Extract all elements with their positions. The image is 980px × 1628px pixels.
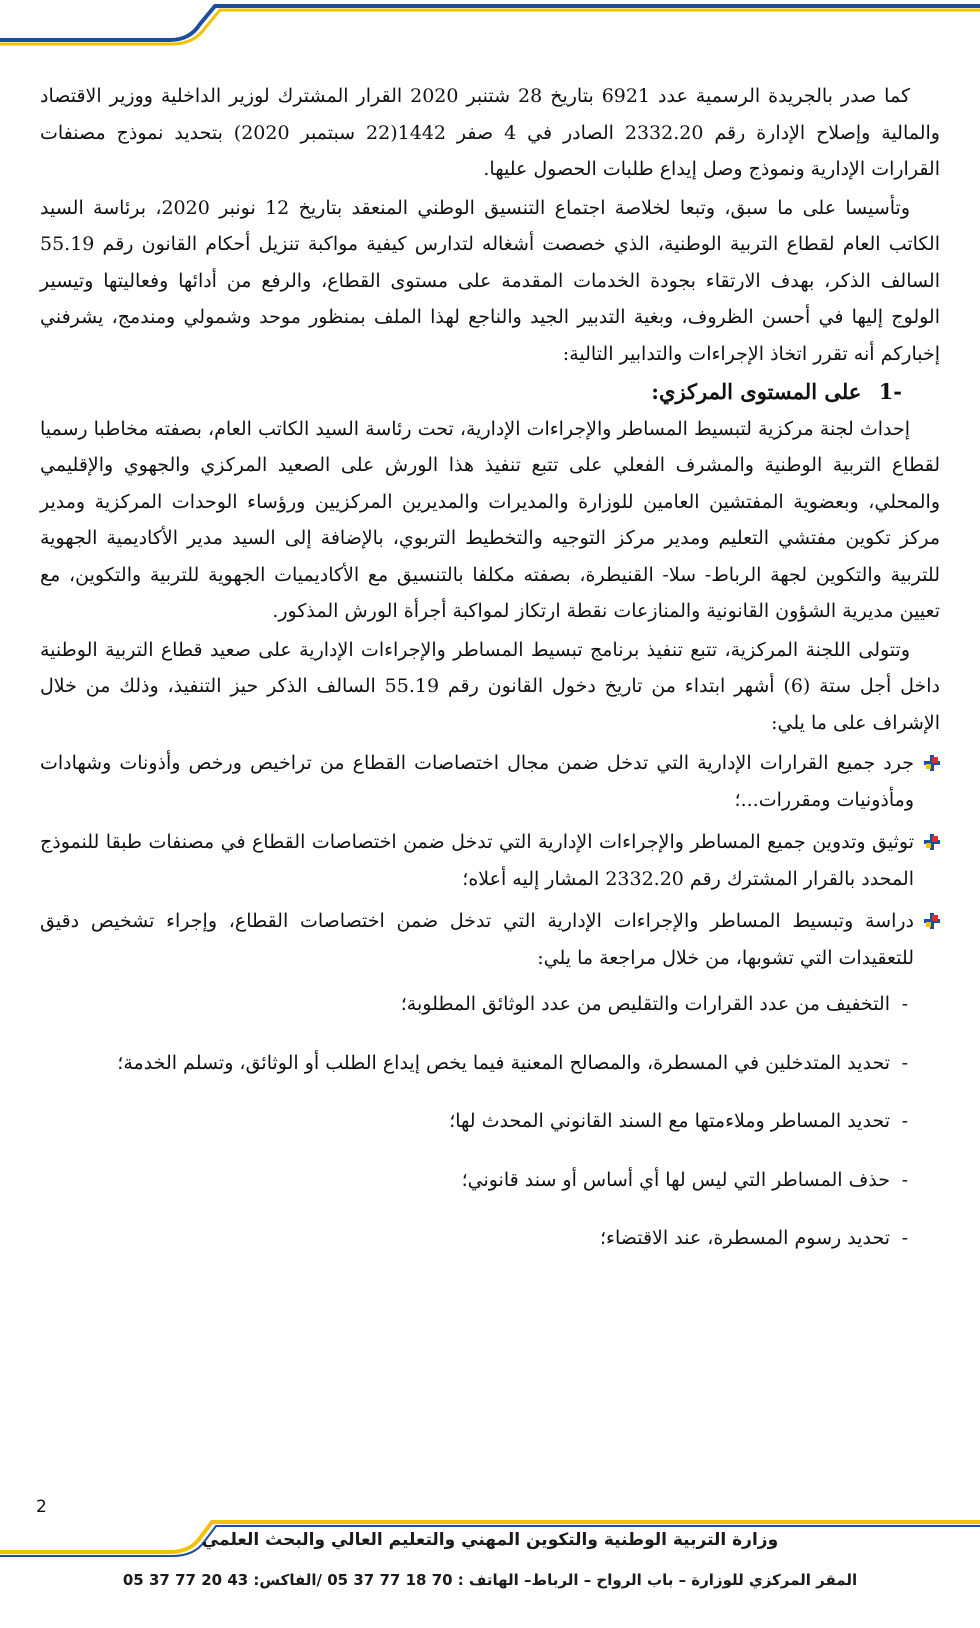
dash-item: - التخفيف من عدد القرارات والتقليص من عدد الوثائق المطلوبة؛ bbox=[40, 986, 908, 1023]
section-heading bbox=[40, 374, 940, 411]
section-title: على المستوى المركزي: bbox=[651, 379, 862, 404]
footer bbox=[0, 1525, 980, 1597]
bullet-text: دراسة وتبسيط المساطر والإجراءات الإدارية التي تدخل ضمن اختصاصات القطاع، وإجراء تشخيص دقيق للتعقيدات التي تشوبها، من خلال مراجعة ما يلي: bbox=[40, 910, 914, 969]
dash-item: - تحديد المتدخلين في المسطرة، والمصالح المعنية فيما يخص إيداع الطلب أو الوثائق، وتسلم الخدمة؛ bbox=[40, 1045, 908, 1082]
bullet-icon bbox=[924, 913, 940, 929]
dash-item: - حذف المساطر التي ليس لها أي أساس أو سند قانوني؛ bbox=[40, 1162, 908, 1199]
dash-item: - تحديد المساطر وملاءمتها مع السند القانوني المحدث لها؛ bbox=[40, 1103, 908, 1140]
page-number: 2 bbox=[36, 1497, 47, 1517]
bullet-list bbox=[40, 745, 940, 976]
ministry-address: المقر المركزي للوزارة – باب الرواح – الرباط– الهاتف : 70 18 77 37 05 /الفاكس: 43 20 77 37 05 bbox=[122, 1571, 858, 1589]
dash-item: - تحديد رسوم المسطرة، عند الاقتضاء؛ bbox=[40, 1220, 908, 1257]
ministry-name: وزارة التربية الوطنية والتكوين المهني والتعليم العالي والبحث العلمي bbox=[201, 1530, 779, 1550]
paragraph-4: وتتولى اللجنة المركزية، تتبع تنفيذ برنامج تبسيط المساطر والإجراءات الإدارية على صعيد قطاع التربية الوطنية داخل أجل ستة (6) أشهر ابتداء من تاريخ دخول القانون رقم 55.19 السالف الذكر حيز التنفيذ، وذلك من خلال الإشراف على ما يلي: bbox=[40, 638, 940, 734]
document-body bbox=[40, 78, 940, 1279]
bullet-text: جرد جميع القرارات الإدارية التي تدخل ضمن مجال اختصاصات القطاع من تراخيص ورخص وأذونات وشهادات ومأذونيات ومقررات...؛ bbox=[40, 752, 914, 811]
list-item bbox=[40, 903, 940, 976]
paragraph-2: وتأسيسا على ما سبق، وتبعا لخلاصة اجتماع التنسيق الوطني المنعقد بتاريخ 12 نونبر 2020، برئاسة السيد الكاتب العام لقطاع التربية الوطنية، الذي خصصت أشغاله لتدارس كيفية مواكبة تنزيل أحكام القانون رقم 55.19 السالف الذكر، بهدف الارتقاء بجودة الخدمات المقدمة على مستوى القطاع، والرفع من أدائها وفعاليتها وتيسير الولوج إليها في أحسن الظروف، وبغية التدبير الجيد والناجع لهذا الملف بمنظور موحد وشمولي ومندمج، يشرفني إخباركم أنه تقرر اتخاذ الإجراءات والتدابير التالية: bbox=[40, 196, 940, 365]
bullet-icon bbox=[924, 834, 940, 850]
paragraph-3: إحداث لجنة مركزية لتبسيط المساطر والإجراءات الإدارية، تحت رئاسة السيد الكاتب العام، بصفته مخاطبا رسميا لقطاع التربية الوطنية والمشرف الفعلي على تتبع تنفيذ هذا الورش على الصعيد المركزي والجهوي والإقليمي والمحلي، وبعضوية المفتشين العامين للوزارة والمديرات والمديرين المركزيين ورؤساء الوحدات المركزية ومدير مركز تكوين مفتشي التعليم ومدير مركز التوجيه والتخطيط التربوي، بالإضافة إلى السيد مدير الأكاديمية الجهوية للتربية والتكوين لجهة الرباط- سلا- القنيطرة، بصفته مكلفا بالتنسيق مع الأكاديميات الجهوية للتربية والتكوين، مع تعيين مديرية الشؤون القانونية والمنازعات نقطة ارتكاز لمواكبة أجرأة الورش المذكور. bbox=[40, 417, 940, 622]
list-item bbox=[40, 824, 940, 897]
dash-list bbox=[40, 986, 940, 1257]
section-number: -1 bbox=[878, 379, 902, 404]
header-decoration bbox=[0, 0, 980, 50]
bullet-icon bbox=[924, 755, 940, 771]
list-item bbox=[40, 745, 940, 818]
paragraph-1: كما صدر بالجريدة الرسمية عدد 6921 بتاريخ 28 شتنبر 2020 القرار المشترك لوزير الداخلية ووزير الاقتصاد والمالية وإصلاح الإدارة رقم 2332.20 الصادر في 4 صفر 1442(22 سبتمبر 2020) بتحديد نموذج مصنفات القرارات الإدارية ونموذج وصل إيداع طلبات الحصول عليها. bbox=[40, 85, 940, 180]
bullet-text: توثيق وتدوين جميع المساطر والإجراءات الإدارية التي تدخل ضمن اختصاصات القطاع في مصنفات طبقا للنموذج المحدد بالقرار المشترك رقم 2332.20 المشار إليه أعلاه؛ bbox=[40, 831, 914, 890]
